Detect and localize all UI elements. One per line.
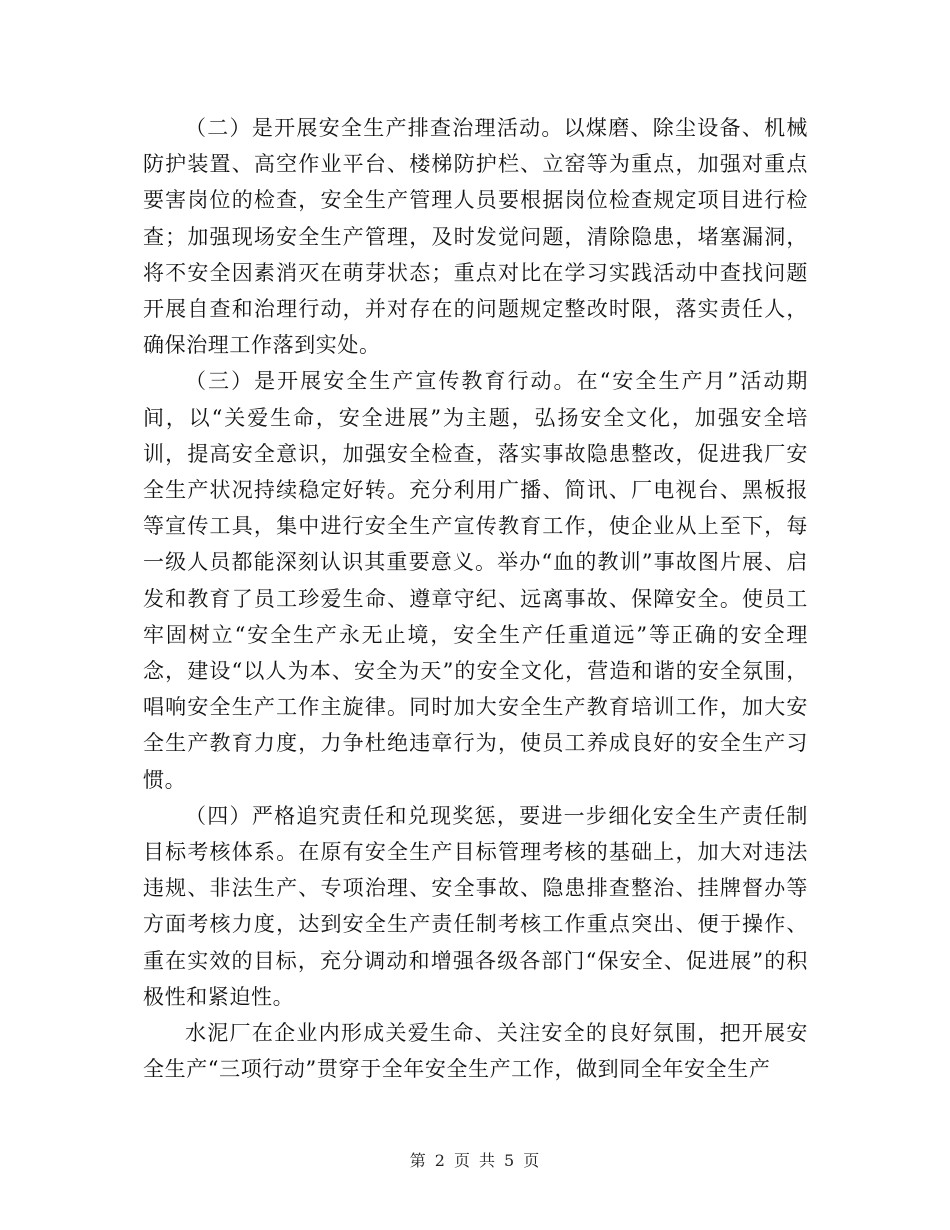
paragraph-cement-plant: 水泥厂在企业内形成关爱生命、关注安全的良好氛围，把开展安全生产“三项行动”贯穿于全年安全生产工作，做到同全年安全生产	[143, 1021, 808, 1082]
document-body	[143, 110, 808, 1087]
paragraph-safety-education: （三）是开展安全生产宣传教育行动。在“安全生产月”活动期间，以“关爱生命，安全进展”为主题，弘扬安全文化，加强安全培训，提高安全意识，加强安全检查，落实事故隐患整改，促进我厂安全生产状况持续稳定好转。充分利用广播、简讯、厂电视台、黑板报等宣传工具，集中进行安全生产宣传教育工作，使企业从上至下，每一级人员都能深刻认识其重要意义。举办“血的教训”事故图片展、启发和教育了员工珍爱生命、遵章守纪、远离事故、保障安全。使员工牢固树立“安全生产永无止境，安全生产任重道远”等正确的安全理念，建设“以人为本、安全为天”的安全文化，营造和谐的安全氛围，唱响安全生产工作主旋律。同时加大安全生产教育培训工作，加大安全生产教育力度，力争杜绝违章行为，使员工养成良好的安全生产习惯。	[143, 369, 808, 792]
footer-total-pages: 5	[504, 1151, 516, 1170]
footer-total-prefix: 共	[479, 1151, 497, 1170]
page-footer	[0, 1151, 950, 1171]
footer-page-number: 2	[434, 1151, 446, 1170]
footer-prefix: 第	[409, 1151, 427, 1170]
footer-page-label: 页	[453, 1151, 471, 1170]
paragraph-inspection-activity: （二）是开展安全生产排查治理活动。以煤磨、除尘设备、机械防护装置、高空作业平台、楼梯防护栏、立窑等为重点，加强对重点要害岗位的检查，安全生产管理人员要根据岗位检查规定项目进行检查；加强现场安全生产管理，及时发觉问题，清除隐患，堵塞漏洞，将不安全因素消灭在萌芽状态；重点对比在学习实践活动中查找问题开展自查和治理行动，并对存在的问题规定整改时限，落实责任人，确保治理工作落到实处。	[143, 116, 808, 358]
paragraph-accountability: （四）严格追究责任和兑现奖惩，要进一步细化安全生产责任制目标考核体系。在原有安全生产目标管理考核的基础上，加大对违法违规、非法生产、专项治理、安全事故、隐患排查整治、挂牌督办等方面考核力度，达到安全生产责任制考核工作重点突出、便于操作、重在实效的目标，充分调动和增强各级各部门“保安全、促进展”的积极性和紧迫性。	[143, 803, 808, 1009]
footer-total-label: 页	[523, 1151, 541, 1170]
